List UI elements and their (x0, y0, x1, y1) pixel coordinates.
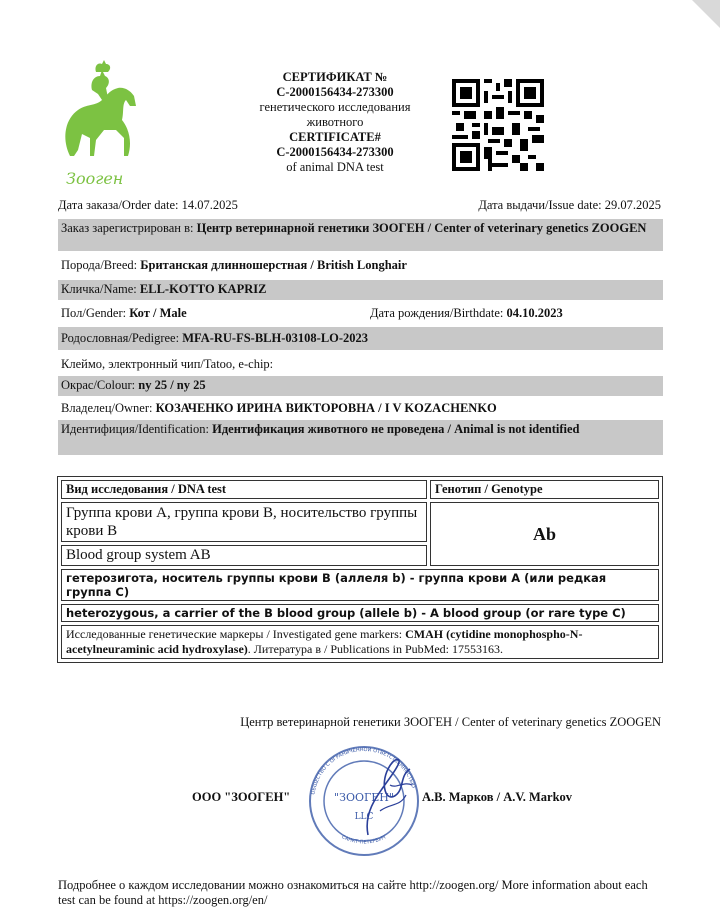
center-line: Центр ветеринарной генетики ЗООГЕН / Center of veterinary genetics ZOOGEN (240, 715, 661, 729)
owner-value: КОЗАЧЕНКО ИРИНА ВИКТОРОВНА / I V KOZACHENKO (155, 401, 497, 415)
footer-note: Подробнее о каждом исследовании можно ознакомиться на сайте http://zoogen.org/ More information about each test can be found at https://zoogen.org/en/ (58, 878, 648, 907)
subtitle-ru-1: генетического исследования (259, 100, 411, 114)
table-row (61, 604, 659, 622)
gender-row (58, 306, 669, 321)
registered-row (58, 219, 663, 251)
registered-label: Заказ зарегистрирован в: (61, 221, 197, 235)
name-value: ELL-KOTTO KAPRIZ (139, 282, 267, 296)
cert-en-label: CERTIFICATE# (289, 130, 381, 144)
col-genotype-header: Генотип / Genotype (430, 480, 659, 499)
company-stamp (300, 745, 430, 857)
signer-name: А.В. Марков / A.V. Markov (422, 790, 573, 804)
markers-post: . Литература в / Publications in PubMed: 17553163. (247, 642, 503, 656)
genotype-value: Ab (430, 502, 659, 566)
name-label: Кличка/Name: (61, 282, 140, 296)
ident-value: Идентификация животного не проведена / Animal is not identified (212, 422, 580, 436)
birth-value: 04.10.2023 (506, 306, 563, 320)
order-date: Дата заказа/Order date: 14.07.2025 (58, 198, 238, 212)
identification-row (58, 420, 663, 455)
colour-row (58, 376, 663, 396)
name-row (58, 280, 663, 300)
certificate-title (230, 70, 440, 175)
table-row (61, 502, 659, 542)
company-name: ООО "ЗООГЕН" (192, 790, 291, 804)
table-row (61, 569, 659, 601)
stamp-ring-bottom: САНКТ-ПЕТЕРБУРГ (340, 833, 389, 846)
pedigree-label: Родословная/Pedigree: (61, 331, 183, 345)
table-header-row (61, 480, 659, 499)
issue-date: Дата выдачи/Issue date: 29.07.2025 (478, 198, 661, 212)
stamp-center: "ЗООГЕН" (334, 791, 394, 804)
markers-pre: Исследованные генетические маркеры / Investigated gene markers: (66, 627, 406, 641)
dna-test-table (57, 476, 663, 663)
birth-label: Дата рождения/Birthdate: (370, 306, 507, 320)
subtitle-ru-2: животного (306, 115, 364, 129)
gender-label: Пол/Gender: (61, 306, 130, 320)
dates-row (58, 198, 663, 213)
table-row (61, 625, 659, 659)
stamp-ring-top: ОБЩЕСТВО С ОГРАНИЧЕННОЙ ОТВЕТСТВЕННОСТЬЮ (310, 746, 417, 796)
stamp-llc: LLC (354, 812, 374, 822)
col-test-header: Вид исследования / DNA test (61, 480, 427, 499)
cert-number: С-2000156434-273300 (276, 85, 394, 99)
colour-value: ny 25 / ny 25 (138, 378, 206, 392)
pedigree-value: MFA-RU-FS-BLH-03108-LO-2023 (182, 331, 369, 345)
owner-row (58, 401, 669, 416)
birthdate-field (370, 306, 563, 321)
subtitle-en: of animal DNA test (286, 160, 384, 174)
breed-row (58, 258, 669, 273)
result-ru: гетерозигота, носитель группы крови В (аллеля b) - группа крови А (или редкая группа С) (61, 569, 659, 601)
pedigree-row (58, 327, 663, 350)
gender-value: Кот / Male (129, 306, 187, 320)
qr-code (452, 79, 544, 171)
test-name-ru: Группа крови А, группа крови В, носительство группы крови В (61, 502, 427, 542)
logo-text: Зооген (66, 169, 124, 188)
chip-label: Клеймо, электронный чип/Tatoo, e-chip: (61, 357, 274, 371)
svg-text:САНКТ-ПЕТЕРБУРГ (341, 834, 389, 846)
result-en: heterozygous, a carrier of the B blood group (allele b) - A blood group (or rare type C) (61, 604, 659, 622)
page-fold (692, 0, 720, 28)
test-name-en: Blood group system AB (61, 545, 427, 566)
chip-row (58, 357, 669, 372)
colour-label: Окрас/Colour: (61, 378, 139, 392)
ident-label: Идентифиция/Identification: (61, 422, 213, 436)
owner-label: Владелец/Owner: (61, 401, 156, 415)
registered-value: Центр ветеринарной генетики ЗООГЕН / Center of veterinary genetics ZOOGEN (196, 221, 647, 235)
cert-ru-label: СЕРТИФИКАТ № (282, 70, 388, 84)
cert-number-en: С-2000156434-273300 (276, 145, 394, 159)
zoogen-logo (52, 60, 150, 190)
markers-gene: CMAH (cytidine monophospho-N-acetylneuraminic acid hydroxylase) (66, 627, 583, 656)
breed-value: Британская длинношерстная / British Longhair (140, 258, 407, 272)
markers-cell (61, 625, 659, 659)
breed-label: Порода/Breed: (61, 258, 141, 272)
